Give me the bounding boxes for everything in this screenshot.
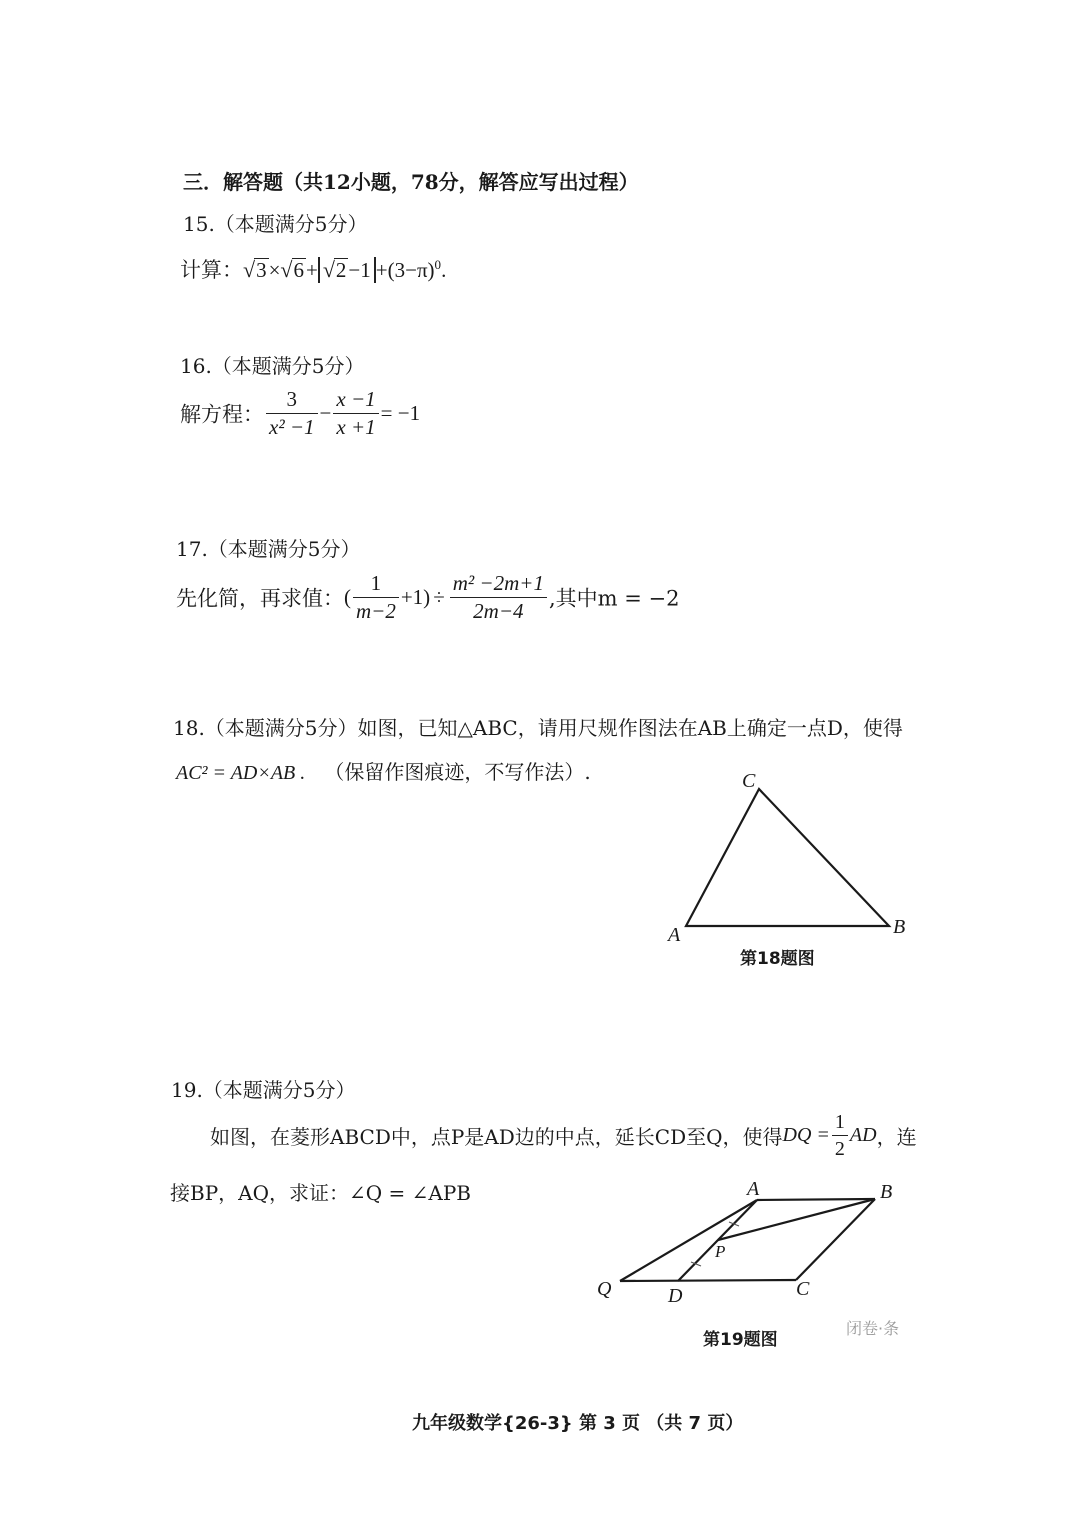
q18-label-b: B (893, 916, 906, 938)
q17-prompt: 先化简，再求值： (176, 586, 344, 611)
q15-exponent: 0 (434, 257, 442, 272)
q18-line-1: 18.（本题满分5分）如图，已知△ABC，请用尺规作图法在AB上确定一点D，使得 (173, 716, 903, 740)
q18-label-a: A (668, 924, 681, 946)
q16-header: 16.（本题满分5分） (180, 354, 365, 378)
q17-frac2-numerator: m² −2m+1 (450, 572, 547, 598)
q18-caption: 第18题图 (740, 949, 815, 969)
q17-frac2-denominator: 2m−4 (473, 599, 524, 624)
stamp-mark: 闭卷·条 (846, 1319, 900, 1338)
q19-label-p: P (715, 1242, 726, 1261)
section-heading: 三．解答题（共12小题，78分，解答应写出过程） (183, 170, 639, 194)
q19-text-pre: 如图，在菱形ABCD中，点P是AD边的中点，延长CD至Q，使得 (210, 1125, 783, 1149)
q15-abs-radicand: 2 (335, 258, 347, 282)
q19-segment-bp (718, 1199, 875, 1240)
q15-end: . (441, 258, 447, 282)
q19-label-d: D (668, 1285, 683, 1307)
q18-label-c: C (742, 770, 756, 792)
q19-label-q: Q (597, 1278, 612, 1300)
q15-radicand-2: 6 (293, 258, 304, 282)
q19-label-b: B (880, 1181, 893, 1203)
q15-expression: 计算：$√3\times√6+ √2-1 +(3-\pi)^0$. (180, 257, 447, 282)
q17-open-paren: ( (344, 585, 351, 610)
q19-frac-denominator: 2 (834, 1138, 845, 1160)
q19-frac-lhs: DQ = (782, 1124, 830, 1146)
q17-tail: ,其中m = −2 (548, 586, 680, 611)
q19-edge-qc (620, 1280, 796, 1281)
q16-frac2-denominator: x +1 (336, 415, 376, 440)
q19-header: 19.（本题满分5分） (171, 1078, 356, 1102)
q19-edge-ab (757, 1199, 875, 1200)
q15-paren-term: (3−π) (387, 258, 435, 282)
q19-line-2: 接BP，AQ，求证：∠Q = ∠APB (170, 1181, 471, 1205)
q19-frac-numerator: 1 (832, 1111, 848, 1136)
q16-frac2-numerator: x −1 (333, 388, 378, 414)
q19-caption: 第19题图 (703, 1330, 778, 1350)
q17-divide: ÷ (433, 585, 445, 610)
q15-times: × (268, 258, 281, 282)
q19-frac-rhs: AD (849, 1124, 877, 1146)
q16-prompt: 解方程： (180, 402, 264, 427)
q15-radicand-1: 3 (256, 258, 267, 282)
q19-label-c: C (796, 1278, 810, 1300)
q18-note: （保留作图痕迹，不写作法）. (324, 760, 591, 784)
q19-label-a: A (747, 1178, 760, 1200)
q19-edge-bc (796, 1199, 875, 1280)
q18-math: AC² = AD×AB . (176, 762, 306, 784)
q15-header: 15.（本题满分5分） (183, 212, 368, 236)
q16-minus: − (319, 401, 332, 426)
q16-frac1-numerator: 3 (266, 388, 318, 414)
q15-prompt: 计算： (180, 258, 243, 282)
q15-plus-2: + (375, 258, 388, 282)
q15-plus-1: + (306, 258, 318, 282)
q15-absolute-value: √2−1 (318, 257, 376, 283)
page-footer: 九年级数学{26-3} 第 3 页 （共 7 页） (412, 1413, 744, 1434)
q17-header: 17.（本题满分5分） (176, 537, 361, 561)
q16-rhs: = −1 (380, 401, 421, 426)
q15-abs-rest: −1 (348, 258, 371, 282)
q16-frac1-denominator: x² −1 (269, 415, 315, 440)
q17-plus-one: +1) (400, 585, 431, 610)
q19-text-post: ，连 (876, 1125, 917, 1149)
q17-frac1-numerator: 1 (353, 572, 399, 598)
q17-frac1-denominator: m−2 (356, 599, 396, 624)
